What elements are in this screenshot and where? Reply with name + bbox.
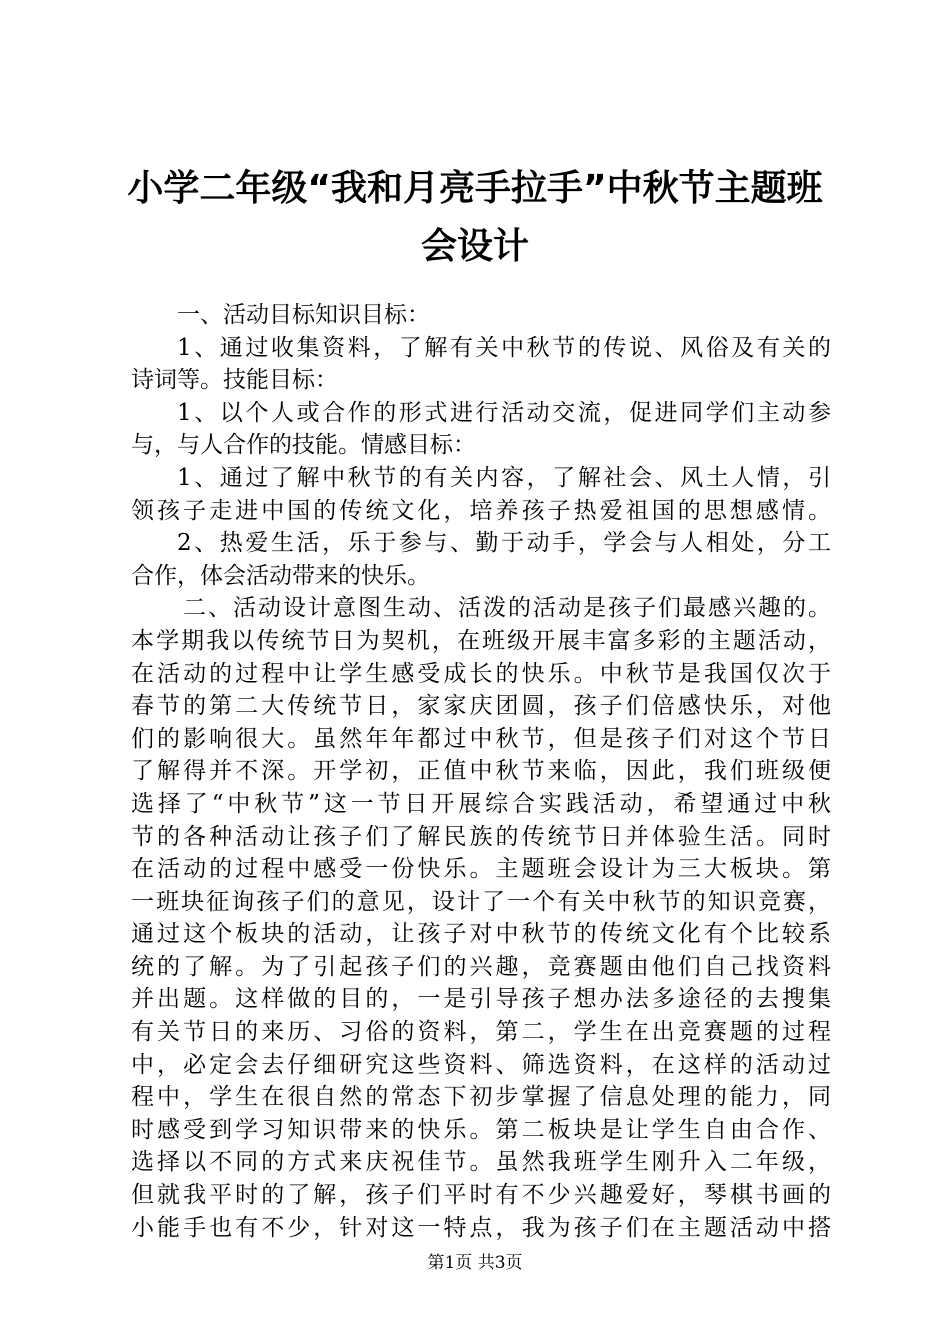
body-line: 在活动的过程中感受一份快乐。主题班会设计为三大板块。第 <box>131 856 831 883</box>
body-line: 春节的第二大传统节日，家家庆团圆，孩子们倍感快乐，对他 <box>131 693 831 720</box>
document-body <box>131 299 831 1244</box>
body-line: 程中，学生在很自然的常态下初步掌握了信息处理的能力，同 <box>131 1084 831 1111</box>
body-line: 选择了“中秋节”这一节日开展综合实践活动，希望通过中秋 <box>131 790 831 817</box>
body-line: 在活动的过程中让学生感受成长的快乐。中秋节是我国仅次于 <box>131 660 831 687</box>
title-line-2: 会设计 <box>420 226 529 267</box>
body-line: 一班块征询孩子们的意见，设计了一个有关中秋节的知识竞赛， <box>131 888 831 915</box>
body-line: 领孩子走进中国的传统文化，培养孩子热爱祖国的思想感情。 <box>131 497 831 524</box>
body-line: 时感受到学习知识带来的快乐。第二板块是让学生自由合作、 <box>131 1116 831 1143</box>
body-line: 通过这个板块的活动，让孩子对中秋节的传统文化有个比较系 <box>131 921 831 948</box>
body-line: 统的了解。为了引起孩子们的兴趣，竞赛题由他们自己找资料 <box>131 953 831 980</box>
document-title <box>100 160 850 276</box>
body-line: 节的各种活动让孩子们了解民族的传统节日并体验生活。同时 <box>131 823 831 850</box>
body-line: 并出题。这样做的目的，一是引导孩子想办法多途径的去搜集 <box>131 986 831 1013</box>
body-line: 与，与人合作的技能。情感目标： <box>131 432 476 459</box>
body-line: 们的影响很大。虽然年年都过中秋节，但是孩子们对这个节日 <box>131 725 831 752</box>
body-line: 1、以个人或合作的形式进行活动交流，促进同学们主动参 <box>177 399 831 426</box>
body-line: 1、通过收集资料，了解有关中秋节的传说、风俗及有关的 <box>177 334 831 361</box>
body-line: 一、活动目标知识目标： <box>177 302 430 328</box>
body-line: 有关节日的来历、习俗的资料，第二，学生在出竞赛题的过程 <box>131 1019 831 1046</box>
body-line: 小能手也有不少，针对这一特点，我为孩子们在主题活动中搭 <box>131 1214 831 1241</box>
page-number-footer: 第1页 共3页 <box>427 1253 523 1273</box>
body-line: 本学期我以传统节日为契机，在班级开展丰富多彩的主题活动， <box>131 627 831 654</box>
body-line: 了解得并不深。开学初，正值中秋节来临，因此，我们班级便 <box>131 758 831 785</box>
body-line: 合作，体会活动带来的快乐。 <box>131 562 430 589</box>
body-line: 中，必定会去仔细研究这些资料、筛选资料，在这样的活动过 <box>131 1051 831 1078</box>
body-line: 1、通过了解中秋节的有关内容，了解社会、风土人情，引 <box>177 464 831 491</box>
body-line: 但就我平时的了解，孩子们平时有不少兴趣爱好，琴棋书画的 <box>131 1182 831 1209</box>
body-line: 二、活动设计意图生动、活泼的活动是孩子们最感兴趣的。 <box>183 595 831 622</box>
body-line: 诗词等。技能目标： <box>131 367 338 394</box>
body-line: 选择以不同的方式来庆祝佳节。虽然我班学生刚升入二年级， <box>131 1149 831 1176</box>
title-line-1: 小学二年级“我和月亮手拉手”中秋节主题班 <box>127 168 823 209</box>
body-line: 2、热爱生活，乐于参与、勤于动手，学会与人相处，分工 <box>177 530 831 557</box>
